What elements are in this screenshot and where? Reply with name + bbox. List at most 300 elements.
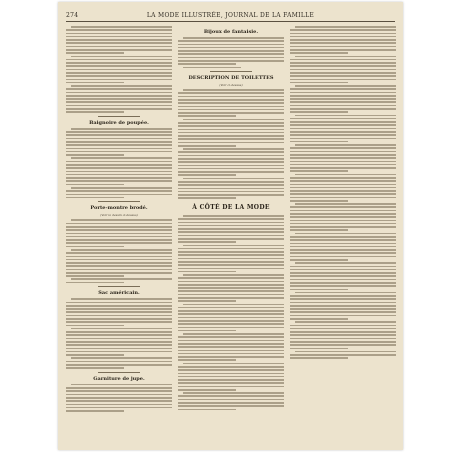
text-line — [71, 56, 172, 58]
text-line — [183, 245, 284, 247]
section-body-text — [178, 215, 284, 410]
text-line — [178, 258, 284, 260]
text-line — [66, 302, 172, 304]
text-line — [178, 379, 284, 381]
text-line — [66, 29, 172, 31]
text-line — [66, 394, 172, 396]
text-line — [290, 154, 396, 156]
text-line — [71, 298, 172, 300]
text-line — [290, 302, 396, 304]
text-line — [71, 328, 172, 330]
text-line — [66, 351, 172, 353]
text-line — [295, 321, 396, 323]
text-line — [66, 98, 172, 100]
text-line — [178, 115, 236, 117]
text-line — [290, 348, 348, 350]
section-divider — [98, 286, 140, 287]
text-line — [178, 376, 284, 378]
text-line — [290, 269, 396, 271]
text-line — [290, 69, 396, 71]
text-line — [178, 330, 236, 332]
text-line — [178, 310, 284, 312]
text-line — [290, 36, 396, 38]
text-line — [290, 101, 396, 103]
text-line — [290, 180, 396, 182]
text-line — [183, 392, 284, 394]
text-line — [66, 265, 172, 267]
text-line — [71, 384, 172, 386]
text-line — [290, 295, 396, 297]
text-line — [66, 174, 172, 176]
text-line — [178, 44, 284, 46]
text-line — [178, 264, 284, 266]
text-line — [290, 59, 396, 61]
text-line — [290, 164, 396, 166]
section-body-text — [66, 128, 172, 199]
text-line — [178, 188, 284, 190]
text-line — [66, 226, 172, 228]
text-line — [66, 272, 172, 274]
text-line — [178, 165, 284, 167]
section-title: À CÔTÉ DE LA MODE — [192, 204, 270, 211]
text-line — [178, 366, 284, 368]
text-line — [178, 184, 284, 186]
text-line — [290, 256, 396, 258]
text-line — [66, 361, 172, 363]
text-line — [290, 92, 396, 94]
text-line — [290, 311, 396, 313]
text-line — [178, 40, 284, 42]
text-line — [178, 50, 284, 52]
text-line — [178, 142, 284, 144]
text-line — [295, 26, 396, 28]
text-line — [290, 108, 396, 110]
text-line — [178, 261, 284, 263]
text-line — [290, 223, 396, 225]
text-line — [66, 105, 172, 107]
text-line — [178, 248, 284, 250]
text-line — [178, 313, 284, 315]
text-line — [66, 134, 172, 136]
text-line — [290, 334, 396, 336]
text-line — [178, 96, 284, 98]
text-line — [178, 112, 284, 114]
text-line — [178, 409, 236, 411]
text-line — [178, 287, 284, 289]
text-line — [66, 407, 172, 409]
section-divider — [98, 116, 140, 117]
column-1 — [66, 26, 172, 413]
text-line — [290, 42, 396, 44]
section-body-text — [178, 37, 284, 68]
text-line — [66, 197, 124, 199]
text-line — [66, 410, 124, 412]
text-line — [295, 233, 396, 235]
text-line — [290, 220, 396, 222]
text-line — [71, 249, 172, 251]
text-line — [183, 215, 284, 217]
text-line — [178, 359, 236, 361]
text-line — [295, 292, 396, 294]
text-line — [290, 29, 396, 31]
text-line — [178, 138, 284, 140]
text-line — [66, 75, 172, 77]
text-line — [178, 395, 284, 397]
text-line — [178, 241, 236, 243]
text-line — [290, 138, 396, 140]
text-line — [178, 281, 284, 283]
text-line — [178, 225, 284, 227]
text-line — [178, 132, 284, 134]
text-line — [290, 82, 348, 84]
text-line — [290, 246, 396, 248]
text-line — [66, 92, 172, 94]
text-line — [66, 354, 124, 356]
text-line — [178, 336, 284, 338]
text-line — [66, 311, 172, 313]
text-line — [66, 88, 172, 90]
text-line — [290, 308, 396, 310]
text-line — [178, 168, 284, 170]
text-line — [178, 340, 284, 342]
text-line — [66, 400, 172, 402]
text-line — [183, 67, 241, 69]
text-line — [290, 229, 348, 231]
column-3 — [290, 26, 396, 361]
text-line — [290, 236, 396, 238]
text-line — [290, 341, 396, 343]
text-line — [290, 282, 396, 284]
text-line — [290, 357, 348, 359]
section-subtitle: (Voir le dessin ci-dessus) — [100, 213, 138, 218]
text-line — [290, 134, 396, 136]
text-line — [178, 238, 284, 240]
text-line — [295, 115, 396, 117]
journal-title: LA MODE ILLUSTRÉE, JOURNAL DE LA FAMILLE — [146, 12, 315, 19]
text-line — [66, 223, 172, 225]
text-line — [66, 144, 172, 146]
text-line — [295, 203, 396, 205]
section-divider — [98, 201, 140, 202]
text-line — [66, 341, 172, 343]
text-line — [66, 59, 172, 61]
text-line — [66, 252, 172, 254]
text-line — [66, 111, 124, 113]
text-line — [290, 170, 348, 172]
text-line — [290, 305, 396, 307]
text-line — [290, 62, 396, 64]
text-line — [66, 167, 172, 169]
text-line — [66, 321, 172, 323]
section-title: Bijoux de fantaisie. — [203, 29, 259, 35]
text-line — [66, 184, 124, 186]
text-line — [290, 289, 348, 291]
text-line — [178, 317, 284, 319]
text-line — [178, 271, 236, 273]
text-line — [178, 161, 284, 163]
text-line — [66, 52, 124, 54]
text-line — [178, 284, 284, 286]
text-line — [290, 128, 396, 130]
text-line — [290, 95, 396, 97]
text-line — [290, 33, 396, 35]
text-line — [290, 298, 396, 300]
section-title: DESCRIPTION DE TOILETTES — [188, 75, 274, 82]
text-line — [178, 327, 284, 329]
text-line — [290, 184, 396, 186]
text-line — [66, 154, 124, 156]
text-line — [290, 46, 396, 48]
text-line — [66, 164, 172, 166]
header-rule — [66, 21, 395, 22]
text-line — [66, 364, 172, 366]
text-line — [178, 135, 284, 137]
section-body-text — [66, 219, 172, 283]
text-line — [66, 338, 172, 340]
text-line — [66, 171, 172, 173]
text-line — [66, 33, 172, 35]
text-line — [66, 72, 172, 74]
text-line — [183, 178, 284, 180]
text-line — [290, 239, 396, 241]
text-line — [66, 62, 172, 64]
text-line — [71, 128, 172, 130]
text-line — [178, 294, 284, 296]
text-line — [66, 282, 124, 284]
text-line — [66, 69, 172, 71]
text-line — [178, 228, 284, 230]
text-line — [178, 320, 284, 322]
text-line — [178, 125, 284, 127]
text-line — [178, 171, 284, 173]
text-line — [66, 239, 172, 241]
text-line — [178, 300, 236, 302]
text-line — [290, 272, 396, 274]
section-body-text — [66, 298, 172, 369]
text-line — [66, 46, 172, 48]
text-line — [295, 56, 396, 58]
text-line — [290, 105, 396, 107]
text-line — [290, 177, 396, 179]
text-line — [183, 119, 284, 121]
text-line — [290, 252, 396, 254]
text-line — [66, 229, 172, 231]
text-line — [183, 274, 284, 276]
section-title: Sac américain. — [98, 290, 140, 297]
text-line — [290, 131, 396, 133]
text-line — [290, 249, 396, 251]
text-line — [178, 235, 284, 237]
text-line — [290, 354, 396, 356]
text-line — [66, 334, 172, 336]
text-line — [183, 37, 284, 39]
text-line — [178, 151, 284, 153]
text-line — [290, 65, 396, 67]
text-line — [178, 277, 284, 279]
text-line — [178, 102, 284, 104]
text-line — [178, 99, 284, 101]
text-line — [66, 262, 172, 264]
text-line — [178, 122, 284, 124]
text-line — [66, 236, 172, 238]
text-line — [178, 218, 284, 220]
text-line — [66, 256, 172, 258]
text-line — [66, 315, 172, 317]
text-line — [290, 331, 396, 333]
text-line — [295, 85, 396, 87]
text-line — [178, 60, 284, 62]
text-line — [66, 36, 172, 38]
text-line — [178, 350, 284, 352]
text-line — [290, 161, 396, 163]
text-line — [178, 155, 284, 157]
text-line — [178, 346, 284, 348]
text-line — [66, 131, 172, 133]
page-number: 274 — [66, 12, 79, 19]
text-line — [178, 106, 284, 108]
text-line — [290, 98, 396, 100]
text-line — [290, 151, 396, 153]
text-line — [178, 47, 284, 49]
text-line — [290, 275, 396, 277]
text-line — [178, 373, 284, 375]
text-line — [178, 399, 284, 401]
text-line — [66, 82, 124, 84]
text-line — [290, 79, 396, 81]
text-line — [71, 26, 172, 28]
text-line — [66, 151, 172, 153]
text-line — [66, 387, 172, 389]
text-line — [66, 390, 172, 392]
text-line — [66, 108, 172, 110]
text-line — [66, 138, 172, 140]
text-line — [295, 144, 396, 146]
text-line — [66, 190, 172, 192]
text-line — [178, 323, 284, 325]
text-line — [290, 213, 396, 215]
text-line — [290, 193, 396, 195]
text-line — [290, 190, 396, 192]
text-line — [66, 141, 172, 143]
text-line — [183, 89, 284, 91]
text-line — [178, 307, 284, 309]
text-line — [178, 290, 284, 292]
text-line — [290, 328, 396, 330]
text-line — [66, 233, 172, 235]
section-divider — [98, 372, 140, 373]
text-line — [290, 141, 348, 143]
text-line — [66, 161, 172, 163]
text-line — [66, 275, 124, 277]
text-line — [178, 356, 284, 358]
section-body-text — [66, 26, 172, 113]
text-line — [178, 353, 284, 355]
text-line — [295, 351, 396, 353]
text-line — [290, 75, 396, 77]
text-line — [290, 210, 396, 212]
text-line — [178, 194, 284, 196]
text-line — [178, 231, 284, 233]
text-line — [290, 118, 396, 120]
text-line — [290, 315, 396, 317]
text-line — [295, 174, 396, 176]
text-line — [66, 246, 124, 248]
section-body-text — [290, 26, 396, 359]
text-line — [290, 157, 396, 159]
text-line — [290, 226, 396, 228]
text-line — [66, 331, 172, 333]
text-line — [178, 343, 284, 345]
text-line — [66, 404, 172, 406]
text-line — [290, 200, 348, 202]
text-line — [71, 85, 172, 87]
text-line — [290, 88, 396, 90]
text-line — [66, 49, 172, 51]
text-line — [183, 333, 284, 335]
text-line — [178, 382, 284, 384]
section-title: Porte-montre brodé. — [90, 205, 148, 212]
text-line — [178, 191, 284, 193]
text-line — [178, 63, 236, 65]
section-subtitle: (Voir ci-dessus) — [219, 83, 243, 88]
text-line — [66, 39, 172, 41]
magazine-page — [58, 2, 403, 450]
text-line — [66, 269, 172, 271]
text-line — [178, 389, 236, 391]
text-line — [290, 197, 396, 199]
text-line — [183, 304, 284, 306]
text-line — [66, 367, 124, 369]
text-line — [178, 254, 284, 256]
text-line — [178, 268, 284, 270]
text-line — [290, 243, 396, 245]
text-line — [290, 206, 396, 208]
text-line — [290, 344, 396, 346]
text-line — [178, 369, 284, 371]
text-line — [178, 405, 284, 407]
text-line — [66, 242, 172, 244]
text-line — [178, 145, 236, 147]
section-divider — [210, 71, 252, 72]
text-line — [71, 187, 172, 189]
text-line — [66, 101, 172, 103]
text-line — [178, 197, 236, 199]
text-line — [290, 318, 348, 320]
section-title: Baignoire de poupée. — [89, 119, 149, 126]
text-line — [178, 57, 284, 59]
text-line — [295, 262, 396, 264]
text-line — [71, 157, 172, 159]
text-line — [290, 121, 396, 123]
text-line — [178, 297, 284, 299]
section-body-text — [66, 384, 172, 412]
text-line — [290, 216, 396, 218]
text-line — [178, 222, 284, 224]
text-line — [66, 344, 172, 346]
text-line — [290, 111, 348, 113]
text-line — [290, 147, 396, 149]
text-line — [66, 318, 172, 320]
text-line — [71, 357, 172, 359]
text-line — [66, 259, 172, 261]
text-line — [66, 42, 172, 44]
text-line — [178, 251, 284, 253]
text-line — [66, 194, 172, 196]
text-line — [178, 129, 284, 131]
text-line — [178, 386, 284, 388]
text-line — [178, 402, 284, 404]
text-line — [178, 53, 284, 55]
